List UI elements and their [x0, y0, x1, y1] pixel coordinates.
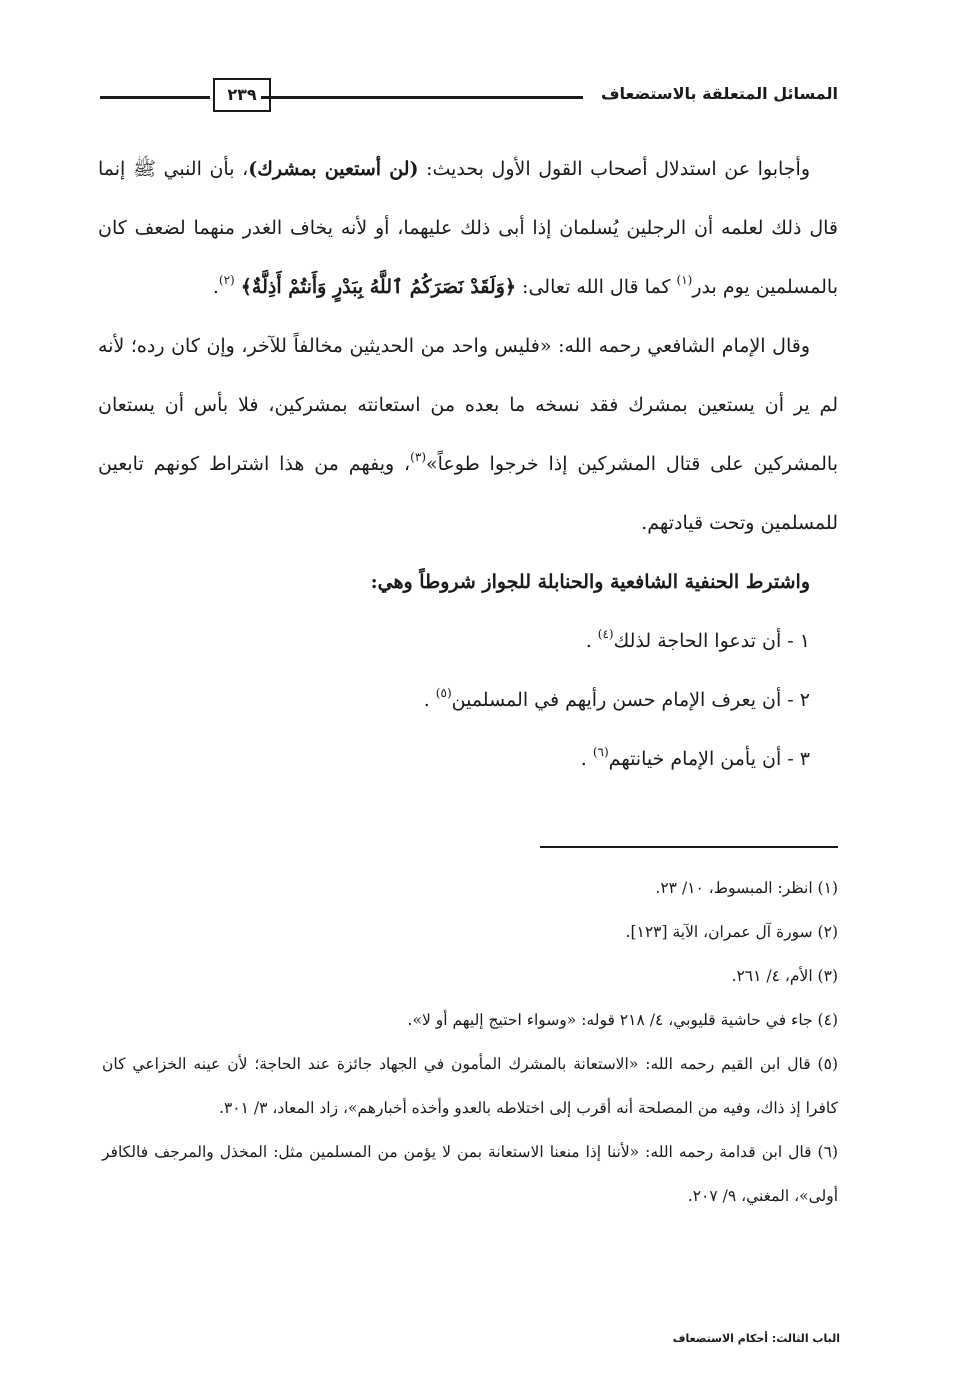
hadith-quote: (لن أستعين بمشرك)	[248, 158, 419, 180]
condition-end: .	[423, 689, 430, 711]
p2-text-after: ، ويفهم من هذا اشتراط كونهم تابعين للمسلمين وتحت قيادتهم.	[98, 453, 838, 534]
footnote-ref-5[interactable]: (٥)	[435, 686, 452, 700]
condition-end: .	[580, 748, 587, 770]
condition-item-3	[98, 730, 838, 789]
condition-text: ٣ - أن يأمن الإمام خيانتهم	[608, 748, 810, 770]
p1-text-after2: كما قال الله تعالى:	[516, 276, 677, 298]
footnote-ref-4[interactable]: (٤)	[597, 627, 614, 641]
footnote-ref-1[interactable]: (١)	[676, 273, 693, 287]
quran-verse: ﴿وَلَقَدْ نَصَرَكُمُ ٱللَّهُ بِبَدْرٍ وَأَنتُمْ أَذِلَّةٌ﴾	[240, 276, 516, 298]
condition-item-2	[98, 671, 838, 730]
paragraph-1	[98, 140, 838, 317]
footnote-4: (٤) جاء في حاشية قليوبي، ٤/ ٢١٨ قوله: «وسواء احتيج إليهم أو لا».	[407, 1011, 838, 1029]
paragraph-2	[98, 317, 838, 553]
footnote-5: (٥) قال ابن القيم رحمه الله: «الاستعانة بالمشرك المأمون في الجهاد جائزة عند الحاجة؛ لأن عينه الخزاعي كان كافرا إذ ذاك، وفيه من المصلحة أنه أقرب إلى اختلاطه بالعدو وأخذه أخبارهم»، زاد المعاد، ٣/ ٣٠١.	[102, 1055, 838, 1117]
main-text	[98, 140, 838, 789]
footnote-ref-3[interactable]: (٣)	[410, 450, 426, 464]
footnote-2: (٢) سورة آل عمران، الآية [١٢٣].	[625, 923, 838, 941]
page-number: ٢٣٩	[213, 78, 271, 112]
footnote-1: (١) انظر: المبسوط، ١٠/ ٢٣.	[655, 879, 838, 897]
footnote-ref-2[interactable]: (٢)	[218, 273, 235, 287]
footnote-ref-6[interactable]: (٦)	[592, 745, 609, 759]
header-rule-right	[261, 96, 583, 99]
p1-text-after1: ، بأن النبي ﷺ إنما قال ذلك لعلمه أن الرجلين يُسلمان إذا أبى ذلك عليهما، أو لأنه يخاف الغدر منهما لضعف كان بالمسلمين يوم بدر	[98, 158, 838, 298]
footnotes-section	[102, 866, 838, 1218]
condition-item-1	[98, 612, 838, 671]
conditions-heading: واشترط الحنفية الشافعية والحنابلة للجواز شروطاً وهي:	[370, 571, 810, 593]
running-title: المسائل المتعلقة بالاستضعاف	[600, 84, 838, 103]
p1-text-before: وأجابوا عن استدلال أصحاب القول الأول بحديث:	[418, 158, 811, 180]
footnote-6: (٦) قال ابن قدامة رحمه الله: «لأننا إذا منعنا الاستعانة بمن لا يؤمن من المسلمين مثل: المخذل والمرجف فالكافر أولى»، المغني، ٩/ ٢٠٧.	[102, 1143, 838, 1205]
condition-end: .	[585, 630, 592, 652]
p2-text-before: وقال الإمام الشافعي رحمه الله: «فليس واحد من الحديثين مخالفاً للآخر، وإن كان رده؛ لأنه لم ير أن يستعين بمشرك فقد نسخه ما بعده من استعانته بمشركين، فلا بأس أن يستعان بالمشركين على قتال المشركين إذا خرجوا طوعاً»	[98, 335, 838, 475]
condition-text: ١ - أن تدعوا الحاجة لذلك	[613, 630, 810, 652]
condition-text: ٢ - أن يعرف الإمام حسن رأيهم في المسلمين	[451, 689, 810, 711]
p1-end: .	[212, 276, 219, 298]
footnote-separator	[540, 846, 838, 848]
chapter-footer: الباب الثالث: أحكام الاستضعاف	[672, 1332, 840, 1345]
header-rule-left	[100, 96, 210, 99]
page-header	[100, 78, 838, 118]
footnote-3: (٣) الأم، ٤/ ٢٦١.	[731, 967, 838, 985]
